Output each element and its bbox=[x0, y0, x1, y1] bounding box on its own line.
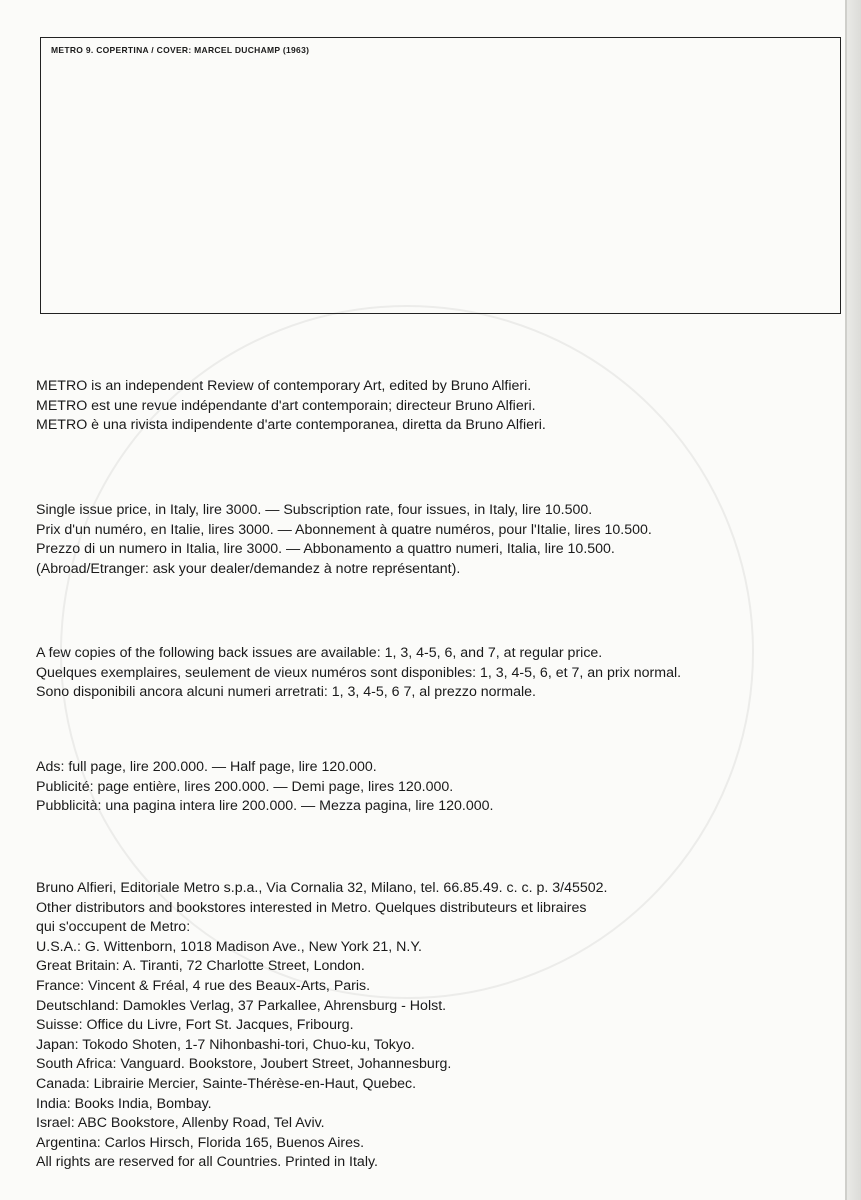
distribution-line: All rights are reserved for all Countries. Printed in Italy. bbox=[36, 1154, 378, 1171]
pricing-line: Single issue price, in Italy, lire 3000. — Subscription rate, four issues, in Italy, lire 10.500. bbox=[36, 502, 593, 518]
distribution-section bbox=[36, 879, 608, 1173]
back-issues-line: A few copies of the following back issues are available: 1, 3, 4-5, 6, and 7, at regular price. bbox=[36, 645, 603, 661]
pricing-line: Prix d'un numéro, en Italie, lires 3000. — Abonnement à quatre numéros, pour l'Italie, lires 10.500. bbox=[36, 521, 652, 538]
back-issues-section bbox=[36, 644, 681, 703]
distribution-line: qui s'occupent de Metro: bbox=[36, 919, 191, 936]
pricing-section bbox=[36, 501, 652, 579]
ads-line: Publicité: page entière, lires 200.000. — Demi page, lires 120.000. bbox=[36, 778, 454, 795]
distribution-line: Bruno Alfieri, Editoriale Metro s.p.a., Via Cornalia 32, Milano, tel. 66.85.49. c. c. p. 3/45502. bbox=[36, 880, 608, 896]
intro-line: METRO is an independent Review of contemporary Art, edited by Bruno Alfieri. bbox=[36, 378, 532, 394]
cover-image-frame bbox=[40, 37, 841, 314]
distribution-line: Japan: Tokodo Shoten, 1-7 Nihonbashi-tori, Chuo-ku, Tokyo. bbox=[36, 1036, 415, 1053]
distribution-line: India: Books India, Bombay. bbox=[36, 1095, 212, 1112]
ads-section bbox=[36, 758, 493, 817]
distribution-line: South Africa: Vanguard. Bookstore, Joubert Street, Johannesburg. bbox=[36, 1056, 452, 1073]
distribution-line: France: Vincent & Fréal, 4 rue des Beaux-Arts, Paris. bbox=[36, 977, 371, 994]
distribution-line: Deutschland: Damokles Verlag, 37 Parkallee, Ahrensburg - Holst. bbox=[36, 997, 447, 1014]
distribution-line: U.S.A.: G. Wittenborn, 1018 Madison Ave., New York 21, N.Y. bbox=[36, 938, 422, 955]
distribution-line: Suisse: Office du Livre, Fort St. Jacques, Fribourg. bbox=[36, 1017, 354, 1034]
intro-line: METRO è una rivista indipendente d'arte contemporanea, diretta da Bruno Alfieri. bbox=[36, 417, 546, 433]
ads-line: Pubblicità: una pagina intera lire 200.000. — Mezza pagina, lire 120.000. bbox=[36, 798, 494, 814]
distribution-line: Canada: Librairie Mercier, Sainte-Thérèse-en-Haut, Quebec. bbox=[36, 1075, 417, 1092]
pricing-line: Prezzo di un numero in Italia, lire 3000. — Abbonamento a quattro numeri, Italia, lire 10.500. bbox=[36, 541, 615, 557]
page-edge bbox=[847, 0, 861, 1200]
intro-line: METRO est une revue indépendante d'art contemporain; directeur Bruno Alfieri. bbox=[36, 397, 536, 414]
distribution-line: Argentina: Carlos Hirsch, Florida 165, Buenos Aires. bbox=[36, 1134, 365, 1151]
back-issues-line: Sono disponibili ancora alcuni numeri arretrati: 1, 3, 4-5, 6 7, al prezzo normale. bbox=[36, 684, 536, 700]
back-issues-line: Quelques exemplaires, seulement de vieux numéros sont disponibles: 1, 3, 4-5, 6, et 7, an prix normal. bbox=[36, 664, 682, 681]
intro-section bbox=[36, 377, 546, 436]
ads-line: Ads: full page, lire 200.000. — Half page, lire 120.000. bbox=[36, 759, 377, 775]
distribution-line: Great Britain: A. Tiranti, 72 Charlotte Street, London. bbox=[36, 958, 365, 975]
distribution-line: Other distributors and bookstores interested in Metro. Quelques distributeurs et libraires bbox=[36, 899, 587, 916]
distribution-line: Israel: ABC Bookstore, Allenby Road, Tel Aviv. bbox=[36, 1115, 325, 1132]
cover-caption: METRO 9. COPERTINA / COVER: MARCEL DUCHAMP (1963) bbox=[51, 45, 310, 55]
pricing-line: (Abroad/Etranger: ask your dealer/demandez à notre représentant). bbox=[36, 560, 461, 577]
